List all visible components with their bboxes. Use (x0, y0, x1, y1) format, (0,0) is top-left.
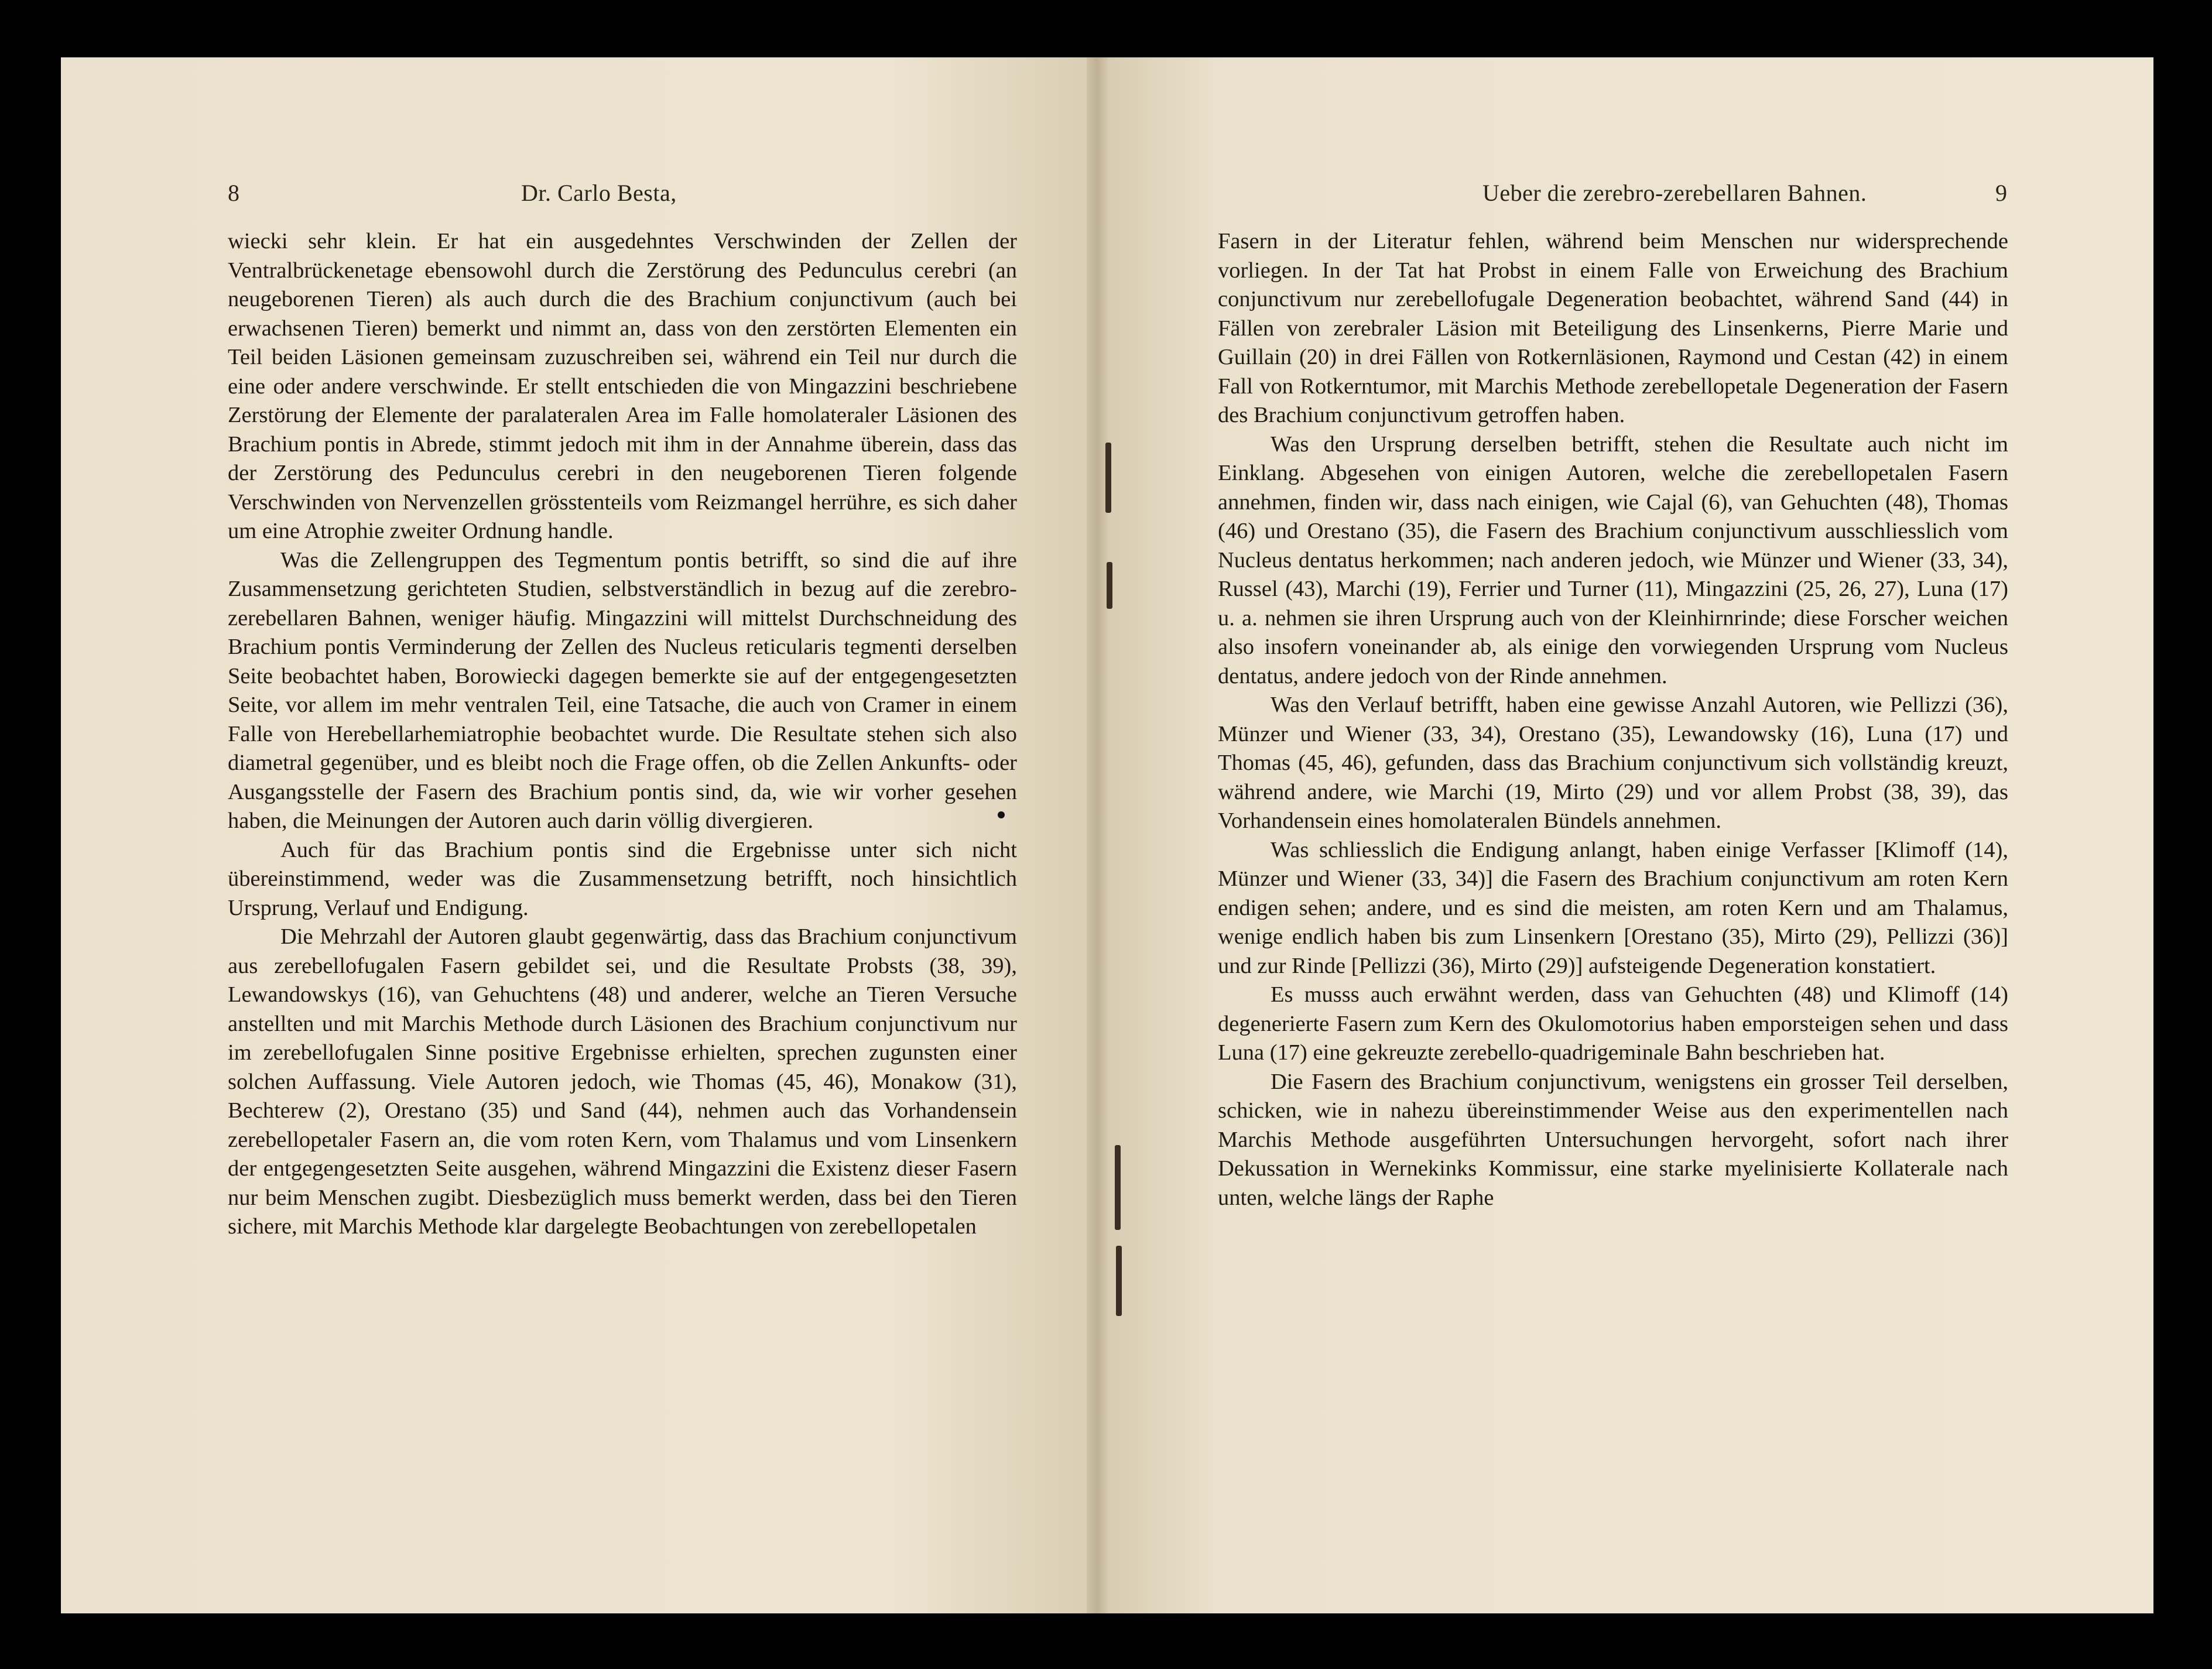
body-text (1218, 227, 2008, 1212)
paragraph: Was die Zellengruppen des Tegmentum pontis betrifft, so sind die auf ihre Zusammensetzung gerichteten Studien, selbstverständlich in bezug auf die zerebro-zerebellaren Bahnen, weniger häufig. Mingazzini will mittelst Durchschneidung des Brachium pontis Verminderung der Zellen des Nucleus reticularis tegmenti derselben Seite beobachtet haben, Borowiecki dagegen bemerkte sie auf der entgegengesetzten Seite, vor allem im mehr ventralen Teil, eine Tatsache, die auch von Cramer in einem Falle von Herebellarhemiatrophie beobachtet wurde. Die Resultate stehen sich also diametral gegenüber, und es bleibt noch die Frage offen, ob die Zellen Ankunfts- oder Ausgangsstelle der Fasern des Brachium pontis sind, da, wie wir vorher gesehen haben, die Meinungen der Autoren auch darin völlig divergieren. (228, 547, 1017, 833)
binding-stitch (1105, 443, 1111, 513)
paragraph: Was den Verlauf betrifft, haben eine gewisse Anzahl Autoren, wie Pellizzi (36), Münzer und Wiener (33, 34), Orestano (35), Lewandowsky (16), Luna (17) und Thomas (45, 46), gefunden, dass das Brachium conjunctivum sich vollständig kreuzt, während andere, wie Marchi (19, Mirto (29) und vor allem Probst (38, 39), das Vorhandensein eines homolateralen Bündels annehmen. (1218, 693, 2008, 833)
ink-speck (998, 811, 1005, 818)
running-head: Dr. Carlo Besta, (521, 180, 677, 206)
binding-stitch (1107, 562, 1112, 609)
binding-stitch (1115, 1145, 1121, 1230)
binding-stitch (1116, 1246, 1122, 1316)
paragraph: Fasern in der Literatur fehlen, während beim Menschen nur widersprechende vorliegen. In der Tat hat Probst in einem Falle von Erweichung des Brachium conjunctivum nur zerebellofugale Degeneration beobachtet, während Sand (44) in Fällen von zerebraler Läsion mit Beteiligung des Linsenkerns, Pierre Marie und Guillain (20) in drei Fällen von Rotkernläsionen, Raymond und Cestan (42) in einem Fall von Rotkerntumor, mit Marchis Methode zerebellopetale Degeneration der Fasern des Brachium conjunctivum getroffen haben. (1218, 229, 2008, 427)
paragraph: Was schliesslich die Endigung anlangt, haben einige Verfasser [Klimoff (14), Münzer und Wiener (33, 34)] die Fasern des Brachium conjunctivum am roten Kern endigen sehen; andere, und es sind die meisten, am roten Kern und am Thalamus, wenige endlich haben bis zum Linsenkern [Orestano (35), Mirto (29), Pellizzi (36)] und zur Rinde [Pellizzi (36), Mirto (29)] aufsteigende Degeneration konstatiert. (1218, 837, 2008, 978)
paragraph: Was den Ursprung derselben betrifft, stehen die Resultate auch nicht im Einklang. Abgesehen von einigen Autoren, welche die zerebellopetalen Fasern annehmen, finden wir, dass nach einigen, wie Cajal (6), van Gehuchten (48), Thomas (46) und Orestano (35), die Fasern des Brachium conjunctivum ausschliesslich vom Nucleus dentatus herkommen; nach anderen jedoch, wie Münzer und Wiener (33, 34), Russel (43), Marchi (19), Ferrier und Turner (11), Mingazzini (25, 26, 27), Luna (17) u. a. nehmen sie ihren Ursprung auch von der Kleinhirnrinde; diese Forscher weichen also insofern voneinander ab, als einige den vorwiegenden Ursprung vom Nucleus dentatus, andere jedoch von der Rinde annehmen. (1218, 431, 2008, 688)
body-text (228, 227, 1017, 1242)
page-number: 9 (1995, 180, 2008, 206)
left-page (61, 57, 1096, 1613)
paragraph: wiecki sehr klein. Er hat ein ausgedehntes Verschwinden der Zellen der Ventralbrückenetage ebensowohl durch die Zerstörung des Pedunculus cerebri (an neugeborenen Tieren) als auch durch die des Brachium conjunctivum (auch bei erwachsenen Tieren) bemerkt und nimmt an, dass von den zerstörten Elementen ein Teil beiden Läsionen gemeinsam zuzuschreiben sei, während ein Teil nur durch die eine oder andere verschwinde. Er stellt entschieden die von Mingazzini beschriebene Zerstörung der Elemente der paralateralen Area im Falle homolateraler Läsionen des Brachium pontis in Abrede, stimmt jedoch mit ihm in der Annahme überein, dass das der Zerstörung des Pedunculus cerebri in den neugeborenen Tieren folgende Verschwinden von Nervenzellen grösstenteils vom Reizmangel herrühre, es sich daher um eine Atrophie zweiter Ordnung handle. (228, 229, 1017, 543)
book-gutter (1087, 57, 1108, 1613)
book-spread (61, 57, 2153, 1613)
page-number: 8 (228, 180, 240, 206)
paragraph: Die Fasern des Brachium conjunctivum, wenigstens ein grosser Teil derselben, schicken, wie in nahezu übereinstimmender Weise aus den experimentellen nach Marchis Methode ausgeführten Untersuchungen hervorgeht, sofort nach ihrer Dekussation in Wernekinks Kommissur, eine starke myelinisierte Kollaterale nach unten, welche längs der Raphe (1218, 1069, 2008, 1210)
running-head: Ueber die zerebro-zerebellaren Bahnen. (1482, 180, 1867, 206)
right-page (1096, 57, 2153, 1613)
paragraph: Die Mehrzahl der Autoren glaubt gegenwärtig, dass das Brachium conjunctivum aus zerebellofugalen Fasern gebildet sei, und die Resultate Probsts (38, 39), Lewandowskys (16), van Gehuchtens (48) und anderer, welche an Tieren Versuche anstellten und mit Marchis Methode durch Läsionen des Brachium conjunctivum nur im zerebellofugalen Sinne positive Ergebnisse erhielten, sprechen zugunsten einer solchen Auffassung. Viele Autoren jedoch, wie Thomas (45, 46), Monakow (31), Bechterew (2), Orestano (35) und Sand (44), nehmen auch das Vorhandensein zerebellopetaler Fasern an, die vom roten Kern, vom Thalamus und vom Linsenkern der entgegengesetzten Seite ausgehen, während Mingazzini die Existenz dieser Fasern nur beim Menschen zugibt. Diesbezüglich muss bemerkt werden, dass bei den Tieren sichere, mit Marchis Methode klar dargelegte Beobachtungen von zerebellopetalen (228, 924, 1017, 1239)
paragraph: Es musss auch erwähnt werden, dass van Gehuchten (48) und Klimoff (14) degenerierte Fasern zum Kern des Okulomotorius haben emporsteigen sehen und dass Luna (17) eine gekreuzte zerebello-quadrigeminale Bahn beschrieben hat. (1218, 982, 2008, 1065)
paragraph: Auch für das Brachium pontis sind die Ergebnisse unter sich nicht übereinstimmend, weder was die Zusammensetzung betrifft, noch hinsichtlich Ursprung, Verlauf und Endigung. (228, 837, 1017, 920)
